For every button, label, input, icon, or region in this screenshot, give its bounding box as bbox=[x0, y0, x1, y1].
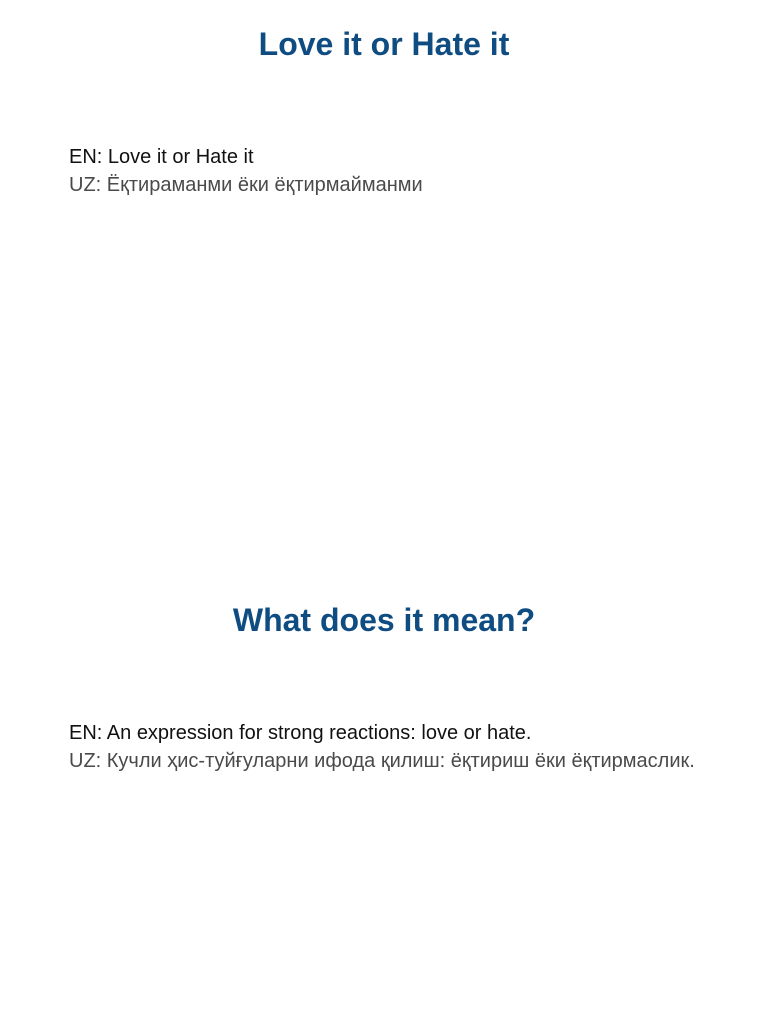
section-title: What does it mean? bbox=[232, 602, 536, 638]
section-title: Love it or Hate it bbox=[258, 26, 510, 62]
english-text: EN: An expression for strong reactions: love or hate. bbox=[69, 722, 532, 744]
uzbek-text: UZ: Кучли ҳис-туйғуларни ифода қилиш: ёқтириш ёки ёқтирмаслик. bbox=[69, 750, 695, 772]
translation-block bbox=[69, 719, 709, 775]
translation-block bbox=[69, 143, 709, 199]
english-text: EN: Love it or Hate it bbox=[69, 146, 254, 168]
uzbek-text: UZ: Ёқтираманми ёки ёқтирмайманми bbox=[69, 174, 423, 196]
